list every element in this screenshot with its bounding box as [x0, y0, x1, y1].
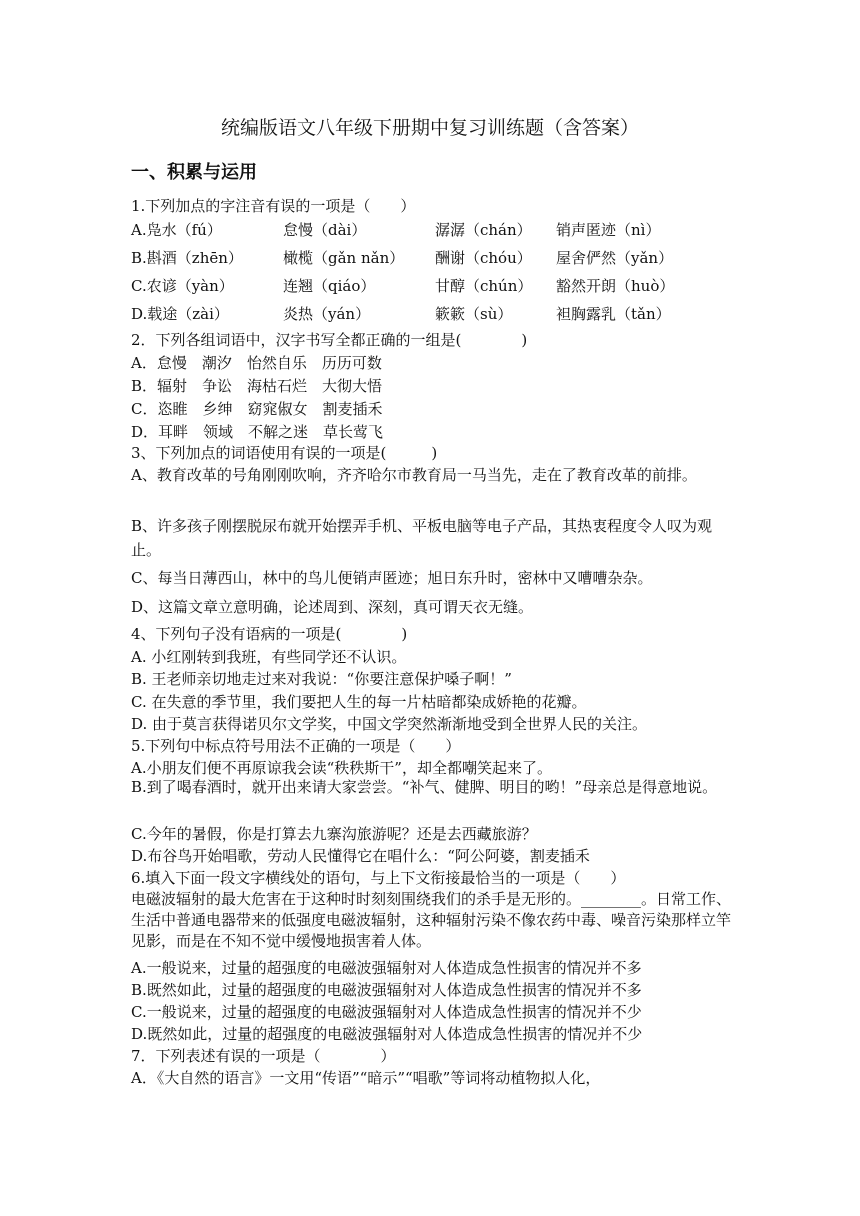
option-cell: 连翘（qiáo）: [283, 277, 376, 295]
option-cell: 簌簌（sù）: [435, 305, 513, 323]
question-2-option-a: A．怠慢 潮汐 怡然自乐 历历可数: [131, 354, 382, 372]
option-cell: 甘醇（chún）: [435, 277, 533, 295]
option-cell: C.农谚（yàn）: [131, 277, 234, 295]
option-cell: 豁然开朗（huò）: [556, 277, 675, 295]
question-2-option-d: D．耳畔 领域 不解之迷 草长莺飞: [131, 423, 384, 441]
question-6-option-d: D.既然如此，过量的超强度的电磁波强辐射对人体造成急性损害的情况并不少: [131, 1025, 643, 1043]
question-5-option-a: A.小朋友们便不再原谅我会读“秩秩斯干”，却全都嘲笑起来了。: [131, 759, 552, 777]
section-heading: 一、积累与运用: [131, 162, 257, 183]
option-cell: 袒胸露乳（tǎn）: [556, 305, 671, 323]
question-3-option-b: B、许多孩子刚摆脱尿布就开始摆弄手机、平板电脑等电子产品，其热衷程度令人叹为观止。: [131, 517, 713, 559]
question-6-option-c: C.一般说来，过量的超强度的电磁波强辐射对人体造成急性损害的情况并不少: [131, 1003, 642, 1021]
question-3-option-d: D、这篇文章立意明确，论述周到、深刻，真可谓天衣无缝。: [131, 598, 534, 616]
option-cell: D.载途（zài）: [131, 305, 229, 323]
question-5-stem: 5.下列句中标点符号用法不正确的一项是（ ）: [131, 737, 461, 755]
question-6-passage: 电磁波辐射的最大危害在于这种时时刻刻围绕我们的杀手是无形的。________。日常工作、生活中普通电器带来的低强度电磁波辐射，这种辐射污染不像农药中毒、噪音污染那样立竿见影，而是在不知不觉中缓慢地损害着人体。: [131, 890, 732, 950]
question-5-option-b: B.到了喝春酒时，就开出来请大家尝尝。“补气、健脾、明目的哟！”母亲总是得意地说。: [131, 778, 718, 796]
question-6-option-a: A.一般说来，过量的超强度的电磁波强辐射对人体造成急性损害的情况并不多: [131, 959, 642, 977]
question-6-option-b: B.既然如此，过量的超强度的电磁波强辐射对人体造成急性损害的情况并不多: [131, 981, 642, 999]
question-3-option-a: A、教育改革的号角刚刚吹响，齐齐哈尔市教育局一马当先，走在了教育改革的前排。: [131, 466, 697, 484]
question-6-stem: 6.填入下面一段文字横线处的语句，与上下文衔接最恰当的一项是（ ）: [131, 869, 626, 887]
question-5-option-c: C.今年的暑假，你是打算去九寨沟旅游呢？还是去西藏旅游？: [131, 825, 537, 843]
question-4-option-d: D. 由于莫言获得诺贝尔文学奖，中国文学突然渐渐地受到全世界人民的关注。: [131, 715, 648, 733]
question-4-option-b: B. 王老师亲切地走过来对我说：“你要注意保护嗓子啊！”: [131, 670, 512, 688]
option-cell: 销声匿迹（nì）: [556, 221, 661, 239]
question-7-stem: 7．下列表述有误的一项是（ ）: [131, 1047, 396, 1065]
question-7-option-a: A．《大自然的语言》一文用“传语”“暗示”“唱歌”等词将动植物拟人化，: [131, 1069, 601, 1087]
question-2-option-c: C．恣睢 乡绅 窈窕俶女 割麦插禾: [131, 400, 383, 418]
option-cell: 橄榄（gǎn nǎn）: [283, 249, 405, 267]
question-1-stem: 1.下列加点的字注音有误的一项是（ ）: [131, 197, 416, 215]
question-4-option-c: C. 在失意的季节里，我们要把人生的每一片枯暗都染成娇艳的花瓣。: [131, 693, 587, 711]
question-4-stem: 4、下列句子没有语病的一项是( ): [131, 625, 408, 643]
question-2-stem: 2．下列各组词语中，汉字书写全都正确的一组是( ): [131, 331, 528, 349]
option-cell: 潺潺（chán）: [435, 221, 532, 239]
option-cell: B.斟酒（zhēn）: [131, 249, 243, 267]
option-cell: 屋舍俨然（yǎn）: [556, 249, 674, 267]
question-3-stem: 3、下列加点的词语使用有误的一项是( ): [131, 444, 438, 462]
option-cell: 酬谢（chóu）: [435, 249, 532, 267]
option-cell: A.凫水（fú）: [131, 221, 222, 239]
question-2-option-b: B．辐射 争讼 海枯石烂 大彻大悟: [131, 377, 383, 395]
question-4-option-a: A. 小红刚转到我班，有些同学还不认识。: [131, 648, 407, 666]
option-cell: 炎热（yán）: [283, 305, 371, 323]
question-3-option-c: C、每当日薄西山，林中的鸟儿便销声匿迹；旭日东升时，密林中又嘈嘈杂杂。: [131, 569, 653, 587]
option-cell: 怠慢（dài）: [283, 221, 367, 239]
document-title: 统编版语文八年级下册期中复习训练题（含答案）: [220, 117, 639, 139]
question-5-option-d: D.布谷鸟开始唱歌，劳动人民懂得它在唱什么：“阿公阿婆，割麦插禾: [131, 847, 590, 865]
